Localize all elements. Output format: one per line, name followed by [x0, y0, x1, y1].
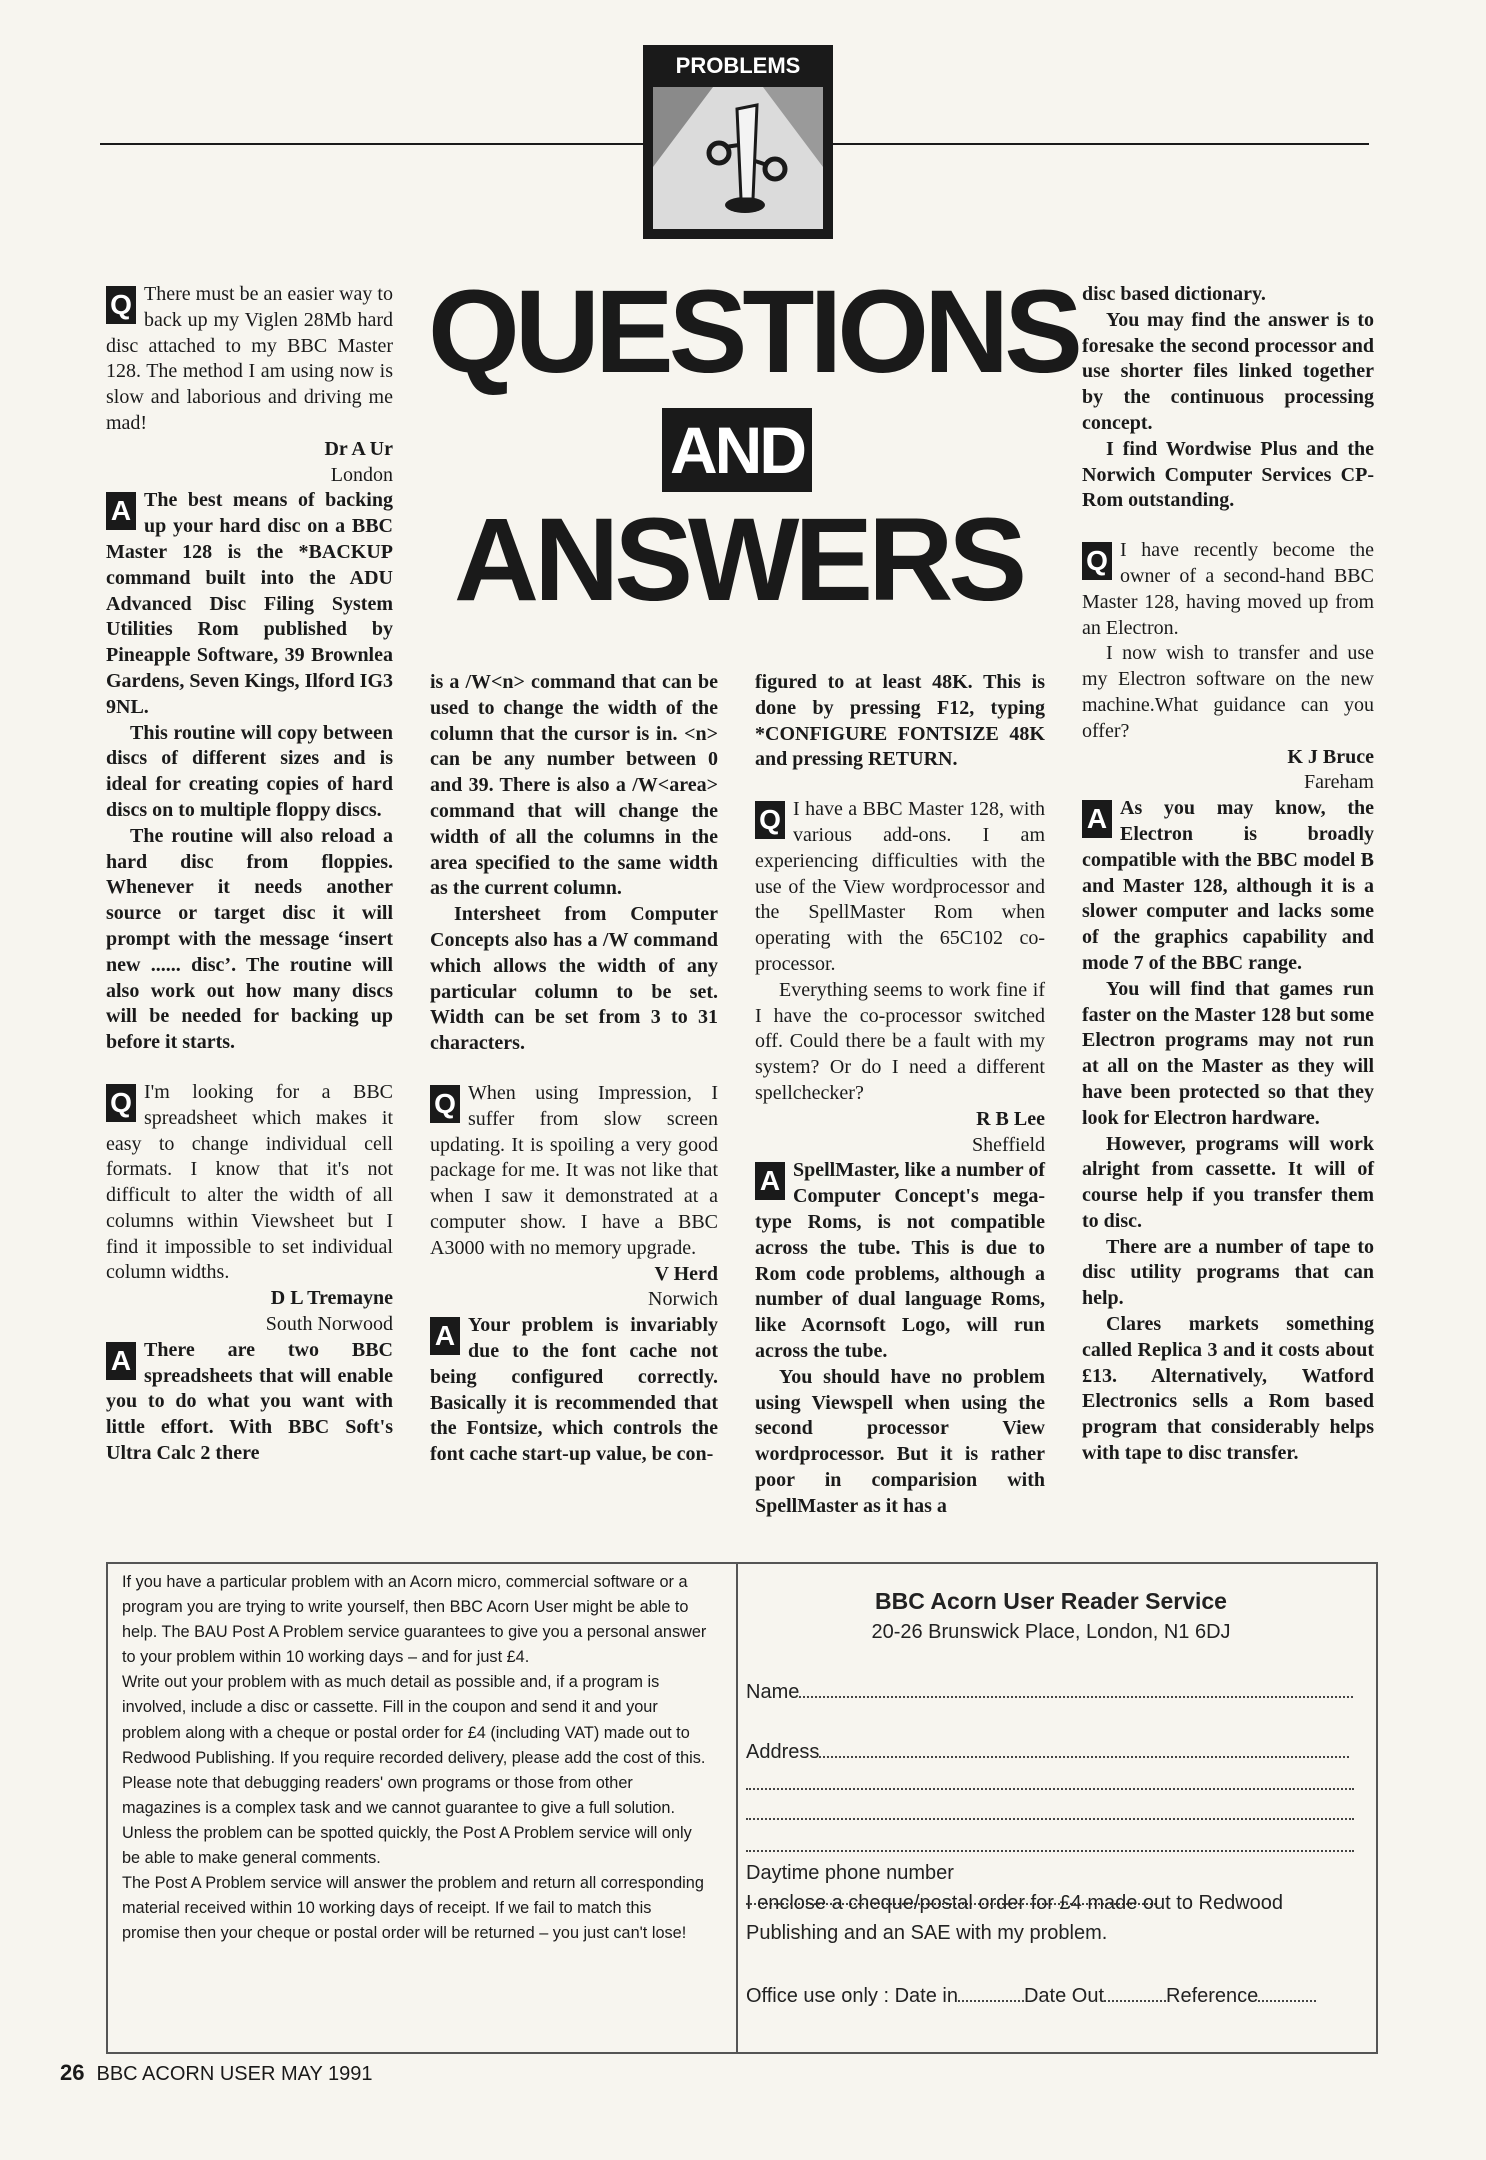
coupon-divider: [736, 1562, 738, 2052]
question-2: Q I'm looking for a BBC spreadsheet which makes it easy to change individual cell formats. I know that it's not difficult to alter the width of all columns within Viewsheet but I find it impossible to set individual column widths.: [106, 1080, 393, 1284]
answer-1-p3: The routine will also reload a hard disc from floppies. Whenever it needs another source or target disc it will prompt with the message ‘insert new ...... disc’. The routine will also work out how many discs will be needed for backing up before it starts.: [106, 824, 393, 1054]
question-2-name: D L Tremayne: [270, 1287, 393, 1310]
a-badge: A: [106, 492, 136, 530]
answer-4-p2: You should have no problem using Viewspell when using the second processor View wordprocessor. But it is rather poor in comparision with SpellMaster as it has a: [755, 1365, 1045, 1517]
enclose-line-1: I enclose a cheque/postal order for £4 made out to Redwood: [746, 1892, 1284, 1914]
column-1: [106, 282, 393, 1467]
address-line-2[interactable]: [746, 1770, 1356, 1796]
answer-4-p3: You may find the answer is to foresake the second processor and use shorter files linked together by the continuous processing concept.: [1082, 308, 1374, 434]
answer-5-p3: However, programs will work alright from cassette. It will of course help if you transfer them to disc.: [1082, 1132, 1374, 1232]
question-4-name: R B Lee: [976, 1107, 1045, 1130]
answer-1-p2: This routine will copy between discs of different sizes and is ideal for creating copies of hard discs on to multiple floppy discs.: [106, 721, 393, 821]
answer-2-continued: is a /W<n> command that can be used to change the width of the column that the cursor is in. <n> can be any number between 0 and 39. There is also a /W<area> command that will change the width of all the columns in the area specified to the same width as the current column.: [430, 671, 718, 900]
header-rule-right: [829, 143, 1369, 145]
problems-badge: [643, 45, 833, 239]
enclose-line-2: Publishing and an SAE with my problem.: [746, 1922, 1108, 1944]
question-4-place: Sheffield: [972, 1133, 1045, 1156]
question-5: Q I have recently become the owner of a second-hand BBC Master 128, having moved up from an Electron.: [1082, 539, 1374, 639]
reader-service-form: [746, 1578, 1356, 2007]
answer-1: A The best means of backing up your hard disc on a BBC Master 128 is the *BACKUP command built into the ADU Advanced Disc Filing System Utilities Rom published by Pineapple Software, 39 Brownlea Gardens, Seven Kings, Ilford IG3 9NL.: [106, 489, 393, 718]
question-4: Q I have a BBC Master 128, with various add-ons. I am experiencing difficulties with the use of the View wordprocessor and the SpellMaster Rom when operating with the 65C102 co-processor.: [755, 798, 1045, 975]
q-badge: Q: [106, 286, 136, 324]
question-3: Q When using Impression, I suffer from slow screen updating. It is spoiling a very good package for me. It was not like that when I saw it demonstrated at a computer show. I have a BBC A3000 with no memory upgrade.: [430, 1081, 718, 1259]
a-badge: A: [106, 1342, 136, 1380]
info-p3: Please note that debugging readers' own programs or those from other magazines is a complex task and we cannot guarantee to give a full solution. Unless the problem can be spotted quickly, the Post A Problem service will only be able to make general comments.: [122, 1773, 692, 1868]
service-title: BBC Acorn User Reader Service: [875, 1588, 1227, 1614]
column-4: [1082, 282, 1374, 1467]
answer-4-p4: I find Wordwise Plus and the Norwich Computer Services CP-Rom outstanding.: [1082, 437, 1374, 512]
info-p4: The Post A Problem service will answer the problem and return all corresponding material received within 10 working days of receipt. If we fail to match this promise then your cheque or postal order will be returned – you just can't lose!: [122, 1874, 704, 1943]
address-field[interactable]: Address: [746, 1738, 1356, 1764]
column-3: [755, 670, 1045, 1520]
answer-5: A As you may know, the Electron is broadly compatible with the BBC model B and Master 128, although it is a slower computer and lacks some of the graphics capability and mode 7 of the BBC range.: [1082, 797, 1374, 974]
post-a-problem-info: [122, 1570, 712, 1946]
column-2: [430, 670, 718, 1468]
answer-2-p2: Intersheet from Computer Concepts also has a /W command which allows the width of any particular column to be set. Width can be set from 3 to 31 characters.: [430, 903, 718, 1055]
question-1-name: Dr A Ur: [324, 437, 393, 460]
q-badge: Q: [430, 1085, 460, 1123]
question-1: Q There must be an easier way to back up my Viglen 28Mb hard disc attached to my BBC Master 128. The method I am using now is slow and laborious and driving me mad!: [106, 283, 393, 434]
question-5-name: K J Bruce: [1287, 745, 1374, 768]
question-1-place: London: [330, 463, 393, 486]
lever-illustration: [653, 87, 823, 229]
header-rule-left: [100, 143, 643, 145]
answer-4-continued: disc based dictionary.: [1082, 283, 1266, 305]
info-p1: If you have a particular problem with an Acorn micro, commercial software or a program you are trying to write yourself, then BBC Acorn User might be able to help. The BAU Post A Problem service guarantees to give you a personal answer to your problem within 10 working days – and for just £4.: [122, 1573, 707, 1667]
q-badge: Q: [106, 1084, 136, 1122]
title-questions: QUESTIONS: [428, 266, 1078, 398]
page-footer: [60, 2060, 373, 2086]
page-number: 26: [60, 2060, 85, 2085]
answer-3-continued: figured to at least 48K. This is done by pressing F12, typing *CONFIGURE FONTSIZE 48K and pressing RETURN.: [755, 671, 1045, 771]
question-4-p2: Everything seems to work fine if I have the co-processor switched off. Could there be a fault with my system? Or do I need a different spellchecker?: [755, 978, 1045, 1104]
title-answers: ANSWERS: [453, 494, 1023, 626]
answer-4: A SpellMaster, like a number of Computer Concept's mega-type Roms, is not compatible across the tube. This is due to Rom code problems, although a number of dual language Roms, like Acornsoft Logo, will run across the tube.: [755, 1159, 1045, 1362]
answer-2: A There are two BBC spreadsheets that will enable you to do what you want with little effort. With BBC Soft's Ultra Calc 2 there: [106, 1338, 393, 1465]
magazine-issue: BBC ACORN USER MAY 1991: [96, 2063, 373, 2085]
answer-5-p5: Clares markets something called Replica 3 and it costs about £13. Alternatively, Watford Electronics sells a Rom based program that considerably helps with tape to disc transfer.: [1082, 1313, 1374, 1465]
answer-5-p4: There are a number of tape to disc utility programs that can help.: [1082, 1235, 1374, 1310]
info-p2: Write out your problem with as much detail as possible and, if a program is involved, include a disc or cassette. Fill in the coupon and send it and your problem along with a cheque or postal order for £4 (including VAT) made out to Redwood Publishing. If you require recorded delivery, please add the cost of this.: [122, 1673, 706, 1767]
service-address: 20-26 Brunswick Place, London, N1 6DJ: [871, 1621, 1231, 1643]
question-2-place: South Norwood: [265, 1313, 393, 1336]
answer-5-p2: You will find that games run faster on the Master 128 but some Electron programs may not run at all on the Master as they will have been protected so that they look for Electron hardware.: [1082, 977, 1374, 1129]
question-5-place: Fareham: [1304, 771, 1374, 794]
a-badge: A: [1082, 800, 1112, 838]
name-field[interactable]: Name: [746, 1678, 1356, 1704]
a-badge: A: [430, 1317, 460, 1355]
question-3-place: Norwich: [648, 1288, 718, 1311]
address-line-4[interactable]: [746, 1832, 1356, 1858]
title-and: AND: [662, 408, 812, 492]
question-5-p2: I now wish to transfer and use my Electron software on the new machine.What guidance can you offer?: [1082, 642, 1374, 742]
office-use-line: Office use only : Date in Date Out Reference: [746, 1982, 1356, 2008]
address-line-3[interactable]: [746, 1800, 1356, 1826]
phone-field[interactable]: Daytime phone number: [746, 1862, 1356, 1911]
q-badge: Q: [755, 801, 785, 839]
answer-3: A Your problem is invariably due to the font cache not being configured correctly. Basically it is recommended that the Fontsize, which controls the font cache start-up value, be con-: [430, 1314, 718, 1466]
question-3-name: V Herd: [654, 1262, 718, 1285]
problems-title: PROBLEMS: [675, 53, 801, 78]
a-badge: A: [755, 1162, 785, 1200]
q-badge: Q: [1082, 542, 1112, 580]
